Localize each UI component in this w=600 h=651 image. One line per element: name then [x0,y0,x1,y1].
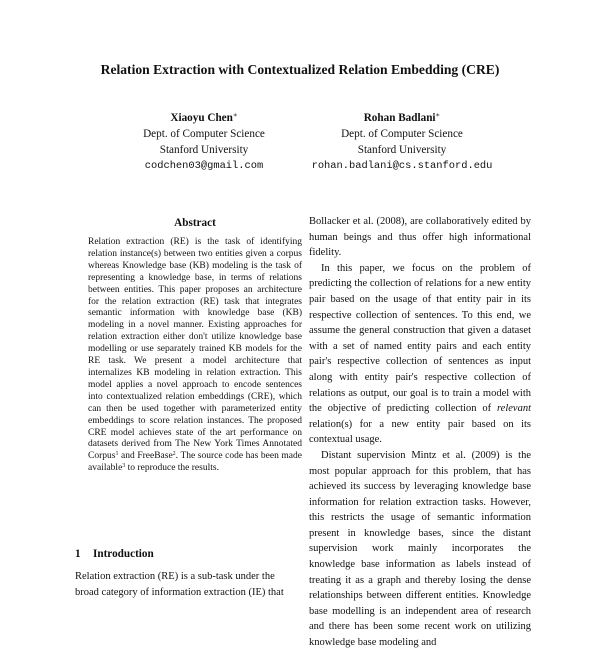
author-department: Dept. of Computer Science [143,128,265,140]
abstract-text: Relation extraction (RE) is the task of identifying relation instance(s) between two entities given a corpus whereas Knowledge base (KB) modeling is the task of representing a knowledge base, in terms of relations between entities. This paper proposes an architecture for the relation extraction (RE) task that integrates semantic information with knowledge base (KB) modeling in a novel manner. Existing approaches for relation extraction either don't utilize knowledge base modelling or use separately trained KB models for the RE task. We present a model architecture that internalizes KB modeling in relation extraction. This model applies a novel approach to encode sentences into contextualized relation embeddings (CRE), which can then be used together with parameterized entity embeddings to score relation instances. The proposed CRE model achieves state of the art performance on datasets derived from The New York Times Annotated Corpus$^1$ and FreeBase$^2$. The source code has been made available$^3$ to reproduce the results. [88,237,302,474]
author-block-1 [94,107,314,174]
paragraph: Bollacker et al. (2008), are collaboratively edited by human beings and thus offer high informational fidelity. [309,216,531,259]
text-line: Relation extraction (RE) is a sub-task under the [75,571,275,582]
footnote-ref-1[interactable]: 1 [115,451,119,458]
footnote-ref-3[interactable]: 3 [122,463,126,470]
text-line: broad category of information extraction (IE) that [75,586,284,598]
author-email[interactable]: codchen03@gmail.com [144,160,264,172]
author-email[interactable]: rohan.badlani@cs.stanford.edu [311,160,493,172]
author-footnote-mark: ∗ [435,111,441,119]
author-block-2 [292,107,512,174]
author-department: Dept. of Computer Science [341,128,463,140]
section-number: 1 [75,548,81,560]
author-university: Stanford University [159,144,249,156]
author-name: Rohan Badlani∗ [363,111,441,124]
right-column-text [309,214,531,651]
abstract-heading: Abstract [174,217,216,229]
paragraph: Distant supervision Mintz et al. (2009) is the most popular approach for this problem, that has achieved its success by leveraging knowledge base information for relation extraction tasks. However, this restricts the usage of semantic information present in knowledge bases, since the distant supervision work mainly incorporates the knowledge base information as labels instead of treating it as a graph and thereby losing the dense relationships between different entities. Knowledge base modelling is an independent area of research and there has been some recent work on utilizing knowledge base modeling and [309,449,531,649]
section-title: Introduction [93,548,154,560]
paragraph: In this paper, we focus on the problem of predicting the collection of relations for a new entity pair based on the usage of that entity pair in its respective collection of sentences. To this end, we assume the general construction that given a dataset with a set of named entity pairs and each entity pair's respective collection of sentences as input along with entity pair's respective collection of relations as output, our goal is to train a model with the objective of predicting collection of relevant relation(s) for a new entity pair based on its contextual usage. [309,262,531,446]
paper-title: Relation Extraction with Contextualized Relation Embedding (CRE) [100,62,500,77]
author-university: Stanford University [357,144,447,156]
section-heading-introduction [75,548,154,560]
author-footnote-mark: ∗ [232,111,238,119]
footnote-ref-2[interactable]: 2 [172,451,176,458]
emphasis: relevant [496,403,531,415]
introduction-text [75,569,293,600]
author-name: Xiaoyu Chen∗ [170,111,238,124]
